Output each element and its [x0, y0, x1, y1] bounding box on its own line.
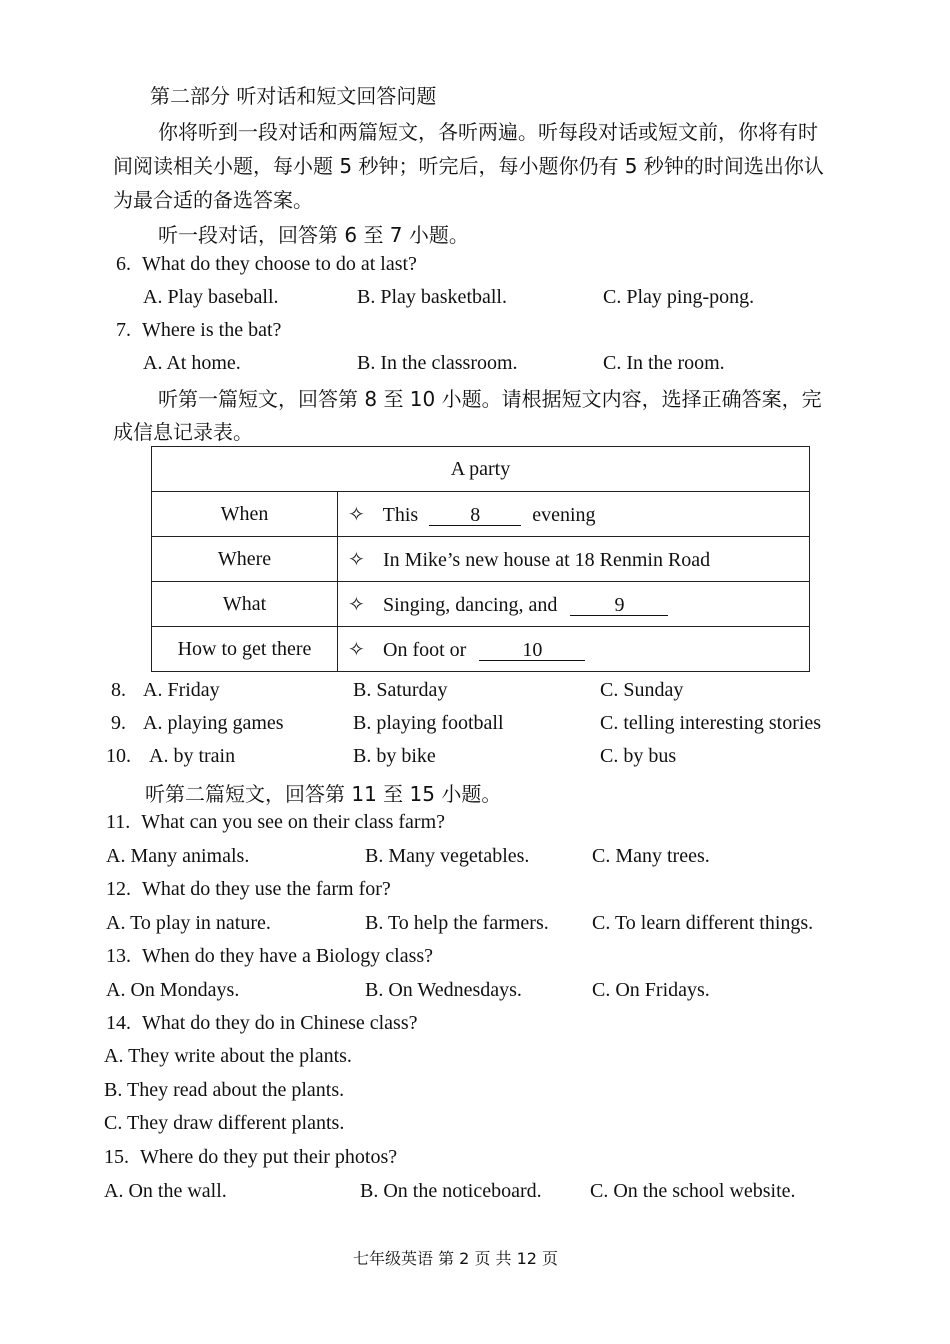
option-7a[interactable]: A. At home. [143, 352, 241, 374]
question-11: 11. What can you see on their class farm? [106, 811, 446, 833]
option-6b[interactable]: B. Play basketball. [357, 286, 507, 308]
blank-10[interactable]: 10 [479, 640, 585, 661]
option-12a[interactable]: A. To play in nature. [106, 912, 271, 934]
question-6 [116, 253, 417, 276]
option-9a[interactable]: A. playing games [143, 712, 284, 734]
question-text: What do they choose to do at last? [142, 253, 417, 275]
question-14: 14. What do they do in Chinese class? [106, 1012, 418, 1034]
option-6c[interactable]: C. Play ping-pong. [603, 286, 755, 308]
question-12: 12. What do they use the farm for? [106, 878, 391, 900]
option-8a[interactable]: A. Friday [143, 679, 220, 701]
row-label: Where [152, 537, 338, 582]
passage2-intro: 听第二篇短文，回答第 11 至 15 小题。 [145, 782, 502, 806]
option-7b[interactable]: B. In the classroom. [357, 352, 518, 374]
question-15: 15. Where do they put their photos? [104, 1146, 398, 1168]
question-number: 7. [116, 319, 131, 341]
table-row-what: What ✧ Singing, dancing, and 9 [152, 582, 810, 627]
dialogue-intro: 听一段对话，回答第 6 至 7 小题。 [158, 223, 469, 247]
question-8: 8. [111, 679, 126, 701]
option-15a[interactable]: A. On the wall. [104, 1180, 227, 1202]
option-10c[interactable]: C. by bus [600, 745, 677, 767]
instructions-line-2: 间阅读相关小题，每小题 5 秒钟；听完后，每小题你仍有 5 秒钟的时间选出你认 [113, 154, 824, 178]
question-number: 6. [116, 253, 131, 275]
option-13b[interactable]: B. On Wednesdays. [365, 979, 522, 1001]
blank-8[interactable]: 8 [429, 505, 521, 526]
option-12c[interactable]: C. To learn different things. [592, 912, 814, 934]
question-9: 9. [111, 712, 126, 734]
table-row-where: Where ✧ In Mike’s new house at 18 Renmin Road [152, 537, 810, 582]
row-label: How to get there [152, 627, 338, 672]
section-title: 第二部分 听对话和短文回答问题 [150, 84, 437, 108]
row-label: When [152, 492, 338, 537]
question-13: 13. When do they have a Biology class? [106, 945, 434, 967]
option-14c[interactable]: C. They draw different plants. [104, 1112, 345, 1134]
blank-9[interactable]: 9 [570, 595, 668, 616]
passage1-intro-line-1: 听第一篇短文，回答第 8 至 10 小题。请根据短文内容，选择正确答案，完 [158, 387, 822, 411]
option-11a[interactable]: A. Many animals. [106, 845, 250, 867]
party-info-table [151, 446, 810, 672]
option-10a[interactable]: A. by train [149, 745, 236, 767]
option-8c[interactable]: C. Sunday [600, 679, 684, 701]
star-icon: ✧ [348, 638, 365, 661]
option-13a[interactable]: A. On Mondays. [106, 979, 240, 1001]
table-row-how: How to get there ✧ On foot or 10 [152, 627, 810, 672]
question-10: 10. [106, 745, 131, 767]
question-text: Where is the bat? [142, 319, 282, 341]
option-7c[interactable]: C. In the room. [603, 352, 725, 374]
table-title: A party [152, 447, 810, 492]
option-11c[interactable]: C. Many trees. [592, 845, 710, 867]
option-11b[interactable]: B. Many vegetables. [365, 845, 530, 867]
option-15c[interactable]: C. On the school website. [590, 1180, 796, 1202]
option-6a[interactable]: A. Play baseball. [143, 286, 279, 308]
star-icon: ✧ [348, 503, 365, 526]
instructions-line-1: 你将听到一段对话和两篇短文，各听两遍。听每段对话或短文前，你将有时 [158, 120, 818, 144]
option-10b[interactable]: B. by bike [353, 745, 436, 767]
page-footer: 七年级英语 第 2 页 共 12 页 [353, 1249, 559, 1268]
option-15b[interactable]: B. On the noticeboard. [360, 1180, 542, 1202]
option-14a[interactable]: A. They write about the plants. [104, 1045, 352, 1067]
option-9b[interactable]: B. playing football [353, 712, 504, 734]
option-8b[interactable]: B. Saturday [353, 679, 448, 701]
option-14b[interactable]: B. They read about the plants. [104, 1079, 345, 1101]
star-icon: ✧ [348, 548, 365, 571]
passage1-intro-line-2: 成信息记录表。 [113, 420, 253, 444]
table-row-when: When ✧ This 8 evening [152, 492, 810, 537]
star-icon: ✧ [348, 593, 365, 616]
option-13c[interactable]: C. On Fridays. [592, 979, 710, 1001]
option-9c[interactable]: C. telling interesting stories [600, 712, 822, 734]
row-label: What [152, 582, 338, 627]
option-12b[interactable]: B. To help the farmers. [365, 912, 549, 934]
question-7 [116, 319, 281, 342]
instructions-line-3: 为最合适的备选答案。 [113, 188, 313, 212]
